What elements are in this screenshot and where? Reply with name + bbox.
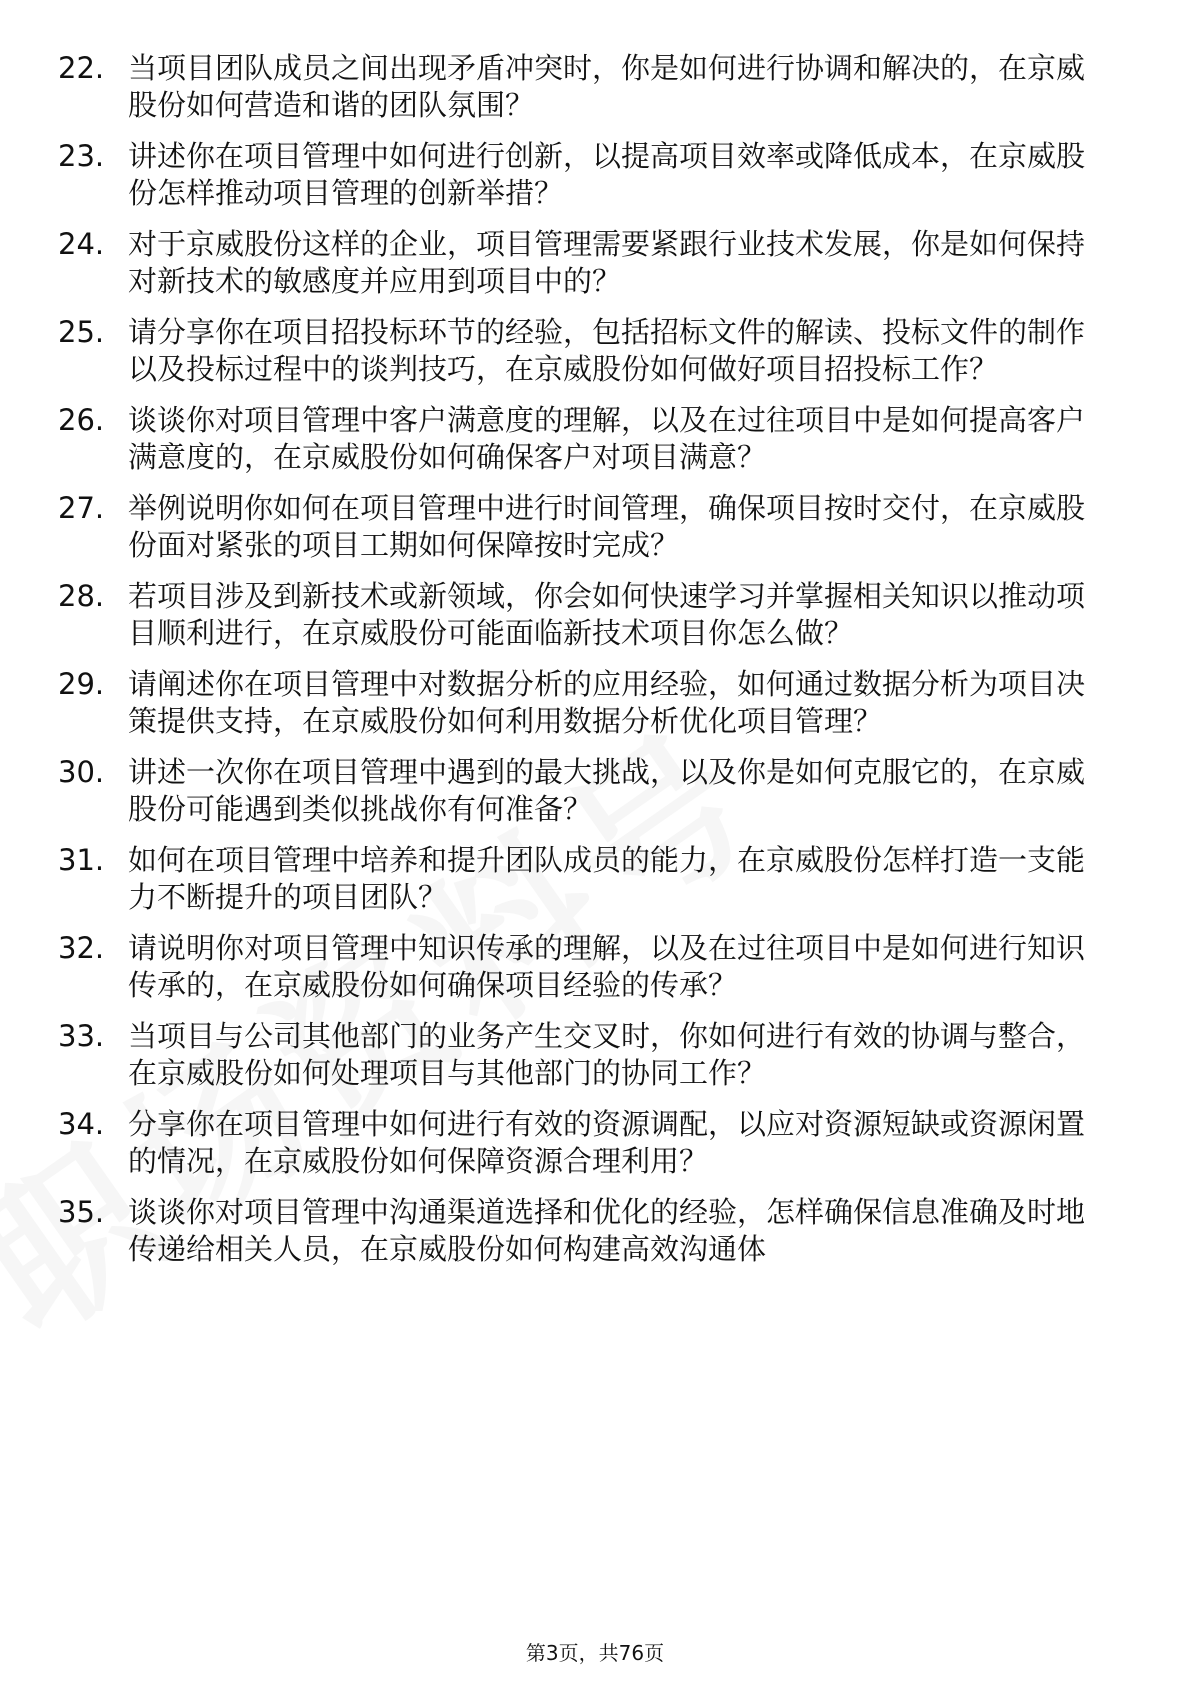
question-item bbox=[58, 754, 1108, 828]
question-number: 34. bbox=[58, 1107, 105, 1141]
question-list bbox=[58, 50, 1108, 1282]
question-number: 23. bbox=[58, 139, 105, 173]
question-number: 25. bbox=[58, 315, 105, 349]
question-item bbox=[58, 226, 1108, 300]
question-text: 请阐述你在项目管理中对数据分析的应用经验，如何通过数据分析为项目决策提供支持，在京威股份如何利用数据分析优化项目管理？ bbox=[128, 667, 1086, 738]
question-number: 24. bbox=[58, 227, 105, 261]
question-text: 请分享你在项目招投标环节的经验，包括招标文件的解读、投标文件的制作以及投标过程中的谈判技巧，在京威股份如何做好项目招投标工作？ bbox=[128, 315, 1086, 386]
question-text: 如何在项目管理中培养和提升团队成员的能力，在京威股份怎样打造一支能力不断提升的项目团队？ bbox=[128, 843, 1086, 914]
question-number: 26. bbox=[58, 403, 105, 437]
question-item bbox=[58, 50, 1108, 124]
question-text: 谈谈你对项目管理中沟通渠道选择和优化的经验，怎样确保信息准确及时地传递给相关人员，在京威股份如何构建高效沟通体 bbox=[128, 1195, 1086, 1266]
question-item bbox=[58, 138, 1108, 212]
question-text: 讲述一次你在项目管理中遇到的最大挑战，以及你是如何克服它的，在京威股份可能遇到类似挑战你有何准备？ bbox=[128, 755, 1086, 826]
question-text: 请说明你对项目管理中知识传承的理解，以及在过往项目中是如何进行知识传承的，在京威股份如何确保项目经验的传承？ bbox=[128, 931, 1086, 1002]
question-item bbox=[58, 578, 1108, 652]
question-text: 谈谈你对项目管理中客户满意度的理解，以及在过往项目中是如何提高客户满意度的，在京威股份如何确保客户对项目满意？ bbox=[128, 403, 1086, 474]
question-item bbox=[58, 930, 1108, 1004]
question-number: 29. bbox=[58, 667, 105, 701]
question-text: 讲述你在项目管理中如何进行创新，以提高项目效率或降低成本，在京威股份怎样推动项目管理的创新举措？ bbox=[128, 139, 1086, 210]
question-item bbox=[58, 314, 1108, 388]
question-text: 分享你在项目管理中如何进行有效的资源调配，以应对资源短缺或资源闲置的情况，在京威股份如何保障资源合理利用？ bbox=[128, 1107, 1086, 1178]
question-number: 35. bbox=[58, 1195, 105, 1229]
question-item bbox=[58, 666, 1108, 740]
question-item bbox=[58, 402, 1108, 476]
question-number: 32. bbox=[58, 931, 105, 965]
question-number: 33. bbox=[58, 1019, 105, 1053]
question-text: 若项目涉及到新技术或新领域，你会如何快速学习并掌握相关知识以推动项目顺利进行，在京威股份可能面临新技术项目你怎么做？ bbox=[128, 579, 1086, 650]
page-footer: 第3页，共76页 bbox=[525, 1641, 665, 1665]
question-item bbox=[58, 490, 1108, 564]
question-text: 举例说明你如何在项目管理中进行时间管理，确保项目按时交付，在京威股份面对紧张的项目工期如何保障按时完成？ bbox=[128, 491, 1086, 562]
question-number: 28. bbox=[58, 579, 105, 613]
question-number: 22. bbox=[58, 51, 105, 85]
question-number: 30. bbox=[58, 755, 105, 789]
question-number: 31. bbox=[58, 843, 105, 877]
question-item bbox=[58, 1194, 1108, 1268]
question-number: 27. bbox=[58, 491, 105, 525]
question-text: 当项目与公司其他部门的业务产生交叉时，你如何进行有效的协调与整合，在京威股份如何处理项目与其他部门的协同工作？ bbox=[128, 1019, 1086, 1090]
question-item bbox=[58, 1106, 1108, 1180]
question-item bbox=[58, 1018, 1108, 1092]
question-item bbox=[58, 842, 1108, 916]
question-text: 当项目团队成员之间出现矛盾冲突时，你是如何进行协调和解决的，在京威股份如何营造和谐的团队氛围？ bbox=[128, 51, 1086, 122]
question-text: 对于京威股份这样的企业，项目管理需要紧跟行业技术发展，你是如何保持对新技术的敏感度并应用到项目中的？ bbox=[128, 227, 1086, 298]
